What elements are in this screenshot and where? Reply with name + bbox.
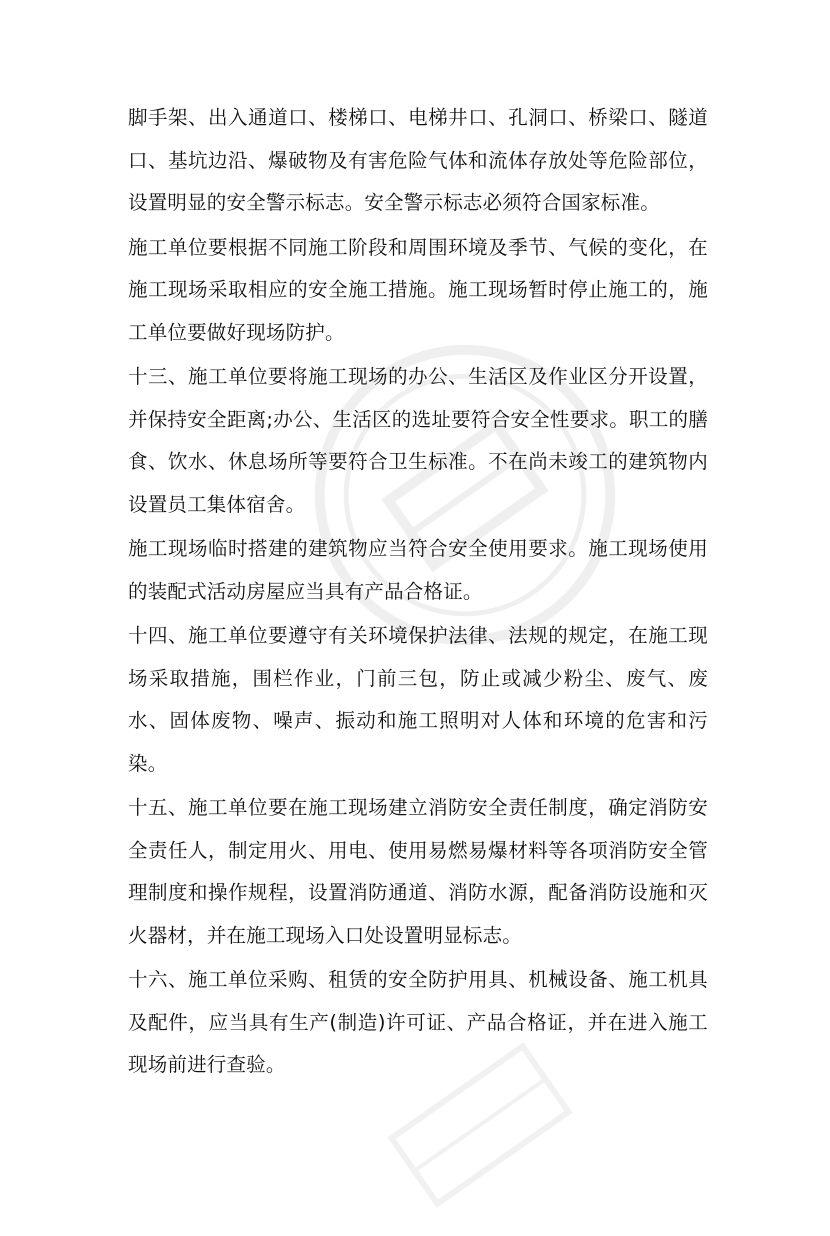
document-body [128, 97, 708, 1089]
paragraph: 施工现场临时搭建的建筑物应当符合安全使用要求。施工现场使用的装配式活动房屋应当具有产品合格证。 [128, 537, 708, 603]
paragraph: 十五、施工单位要在施工现场建立消防安全责任制度，确定消防安全责任人，制定用火、用电、使用易燃易爆材料等各项消防安全管理制度和操作规程，设置消防通道、消防水源，配备消防设施和灭火器材，并在施工现场入口处设置明显标志。 [128, 796, 708, 947]
paragraph: 十三、施工单位要将施工现场的办公、生活区及作业区分开设置，并保持安全距离;办公、生活区的选址要符合安全性要求。职工的膳食、饮水、休息场所等要符合卫生标准。不在尚未竣工的建筑物内设置员工集体宿舍。 [128, 365, 708, 516]
paragraph: 十六、施工单位采购、租赁的安全防护用具、机械设备、施工机具及配件，应当具有生产(制造)许可证、产品合格证，并在进入施工现场前进行查验。 [128, 968, 708, 1076]
paragraph: 十四、施工单位要遵守有关环境保护法律、法规的规定，在施工现场采取措施，围栏作业，门前三包，防止或减少粉尘、废气、废水、固体废物、噪声、振动和施工照明对人体和环境的危害和污染。 [128, 624, 708, 775]
paragraph: 施工单位要根据不同施工阶段和周围环境及季节、气候的变化，在施工现场采取相应的安全施工措施。施工现场暂时停止施工的，施工单位要做好现场防护。 [128, 235, 708, 344]
paragraph: 脚手架、出入通道口、楼梯口、电梯井口、孔洞口、桥梁口、隧道口、基坑边沿、爆破物及有害危险气体和流体存放处等危险部位，设置明显的安全警示标志。安全警示标志必须符合国家标准。 [128, 106, 708, 214]
